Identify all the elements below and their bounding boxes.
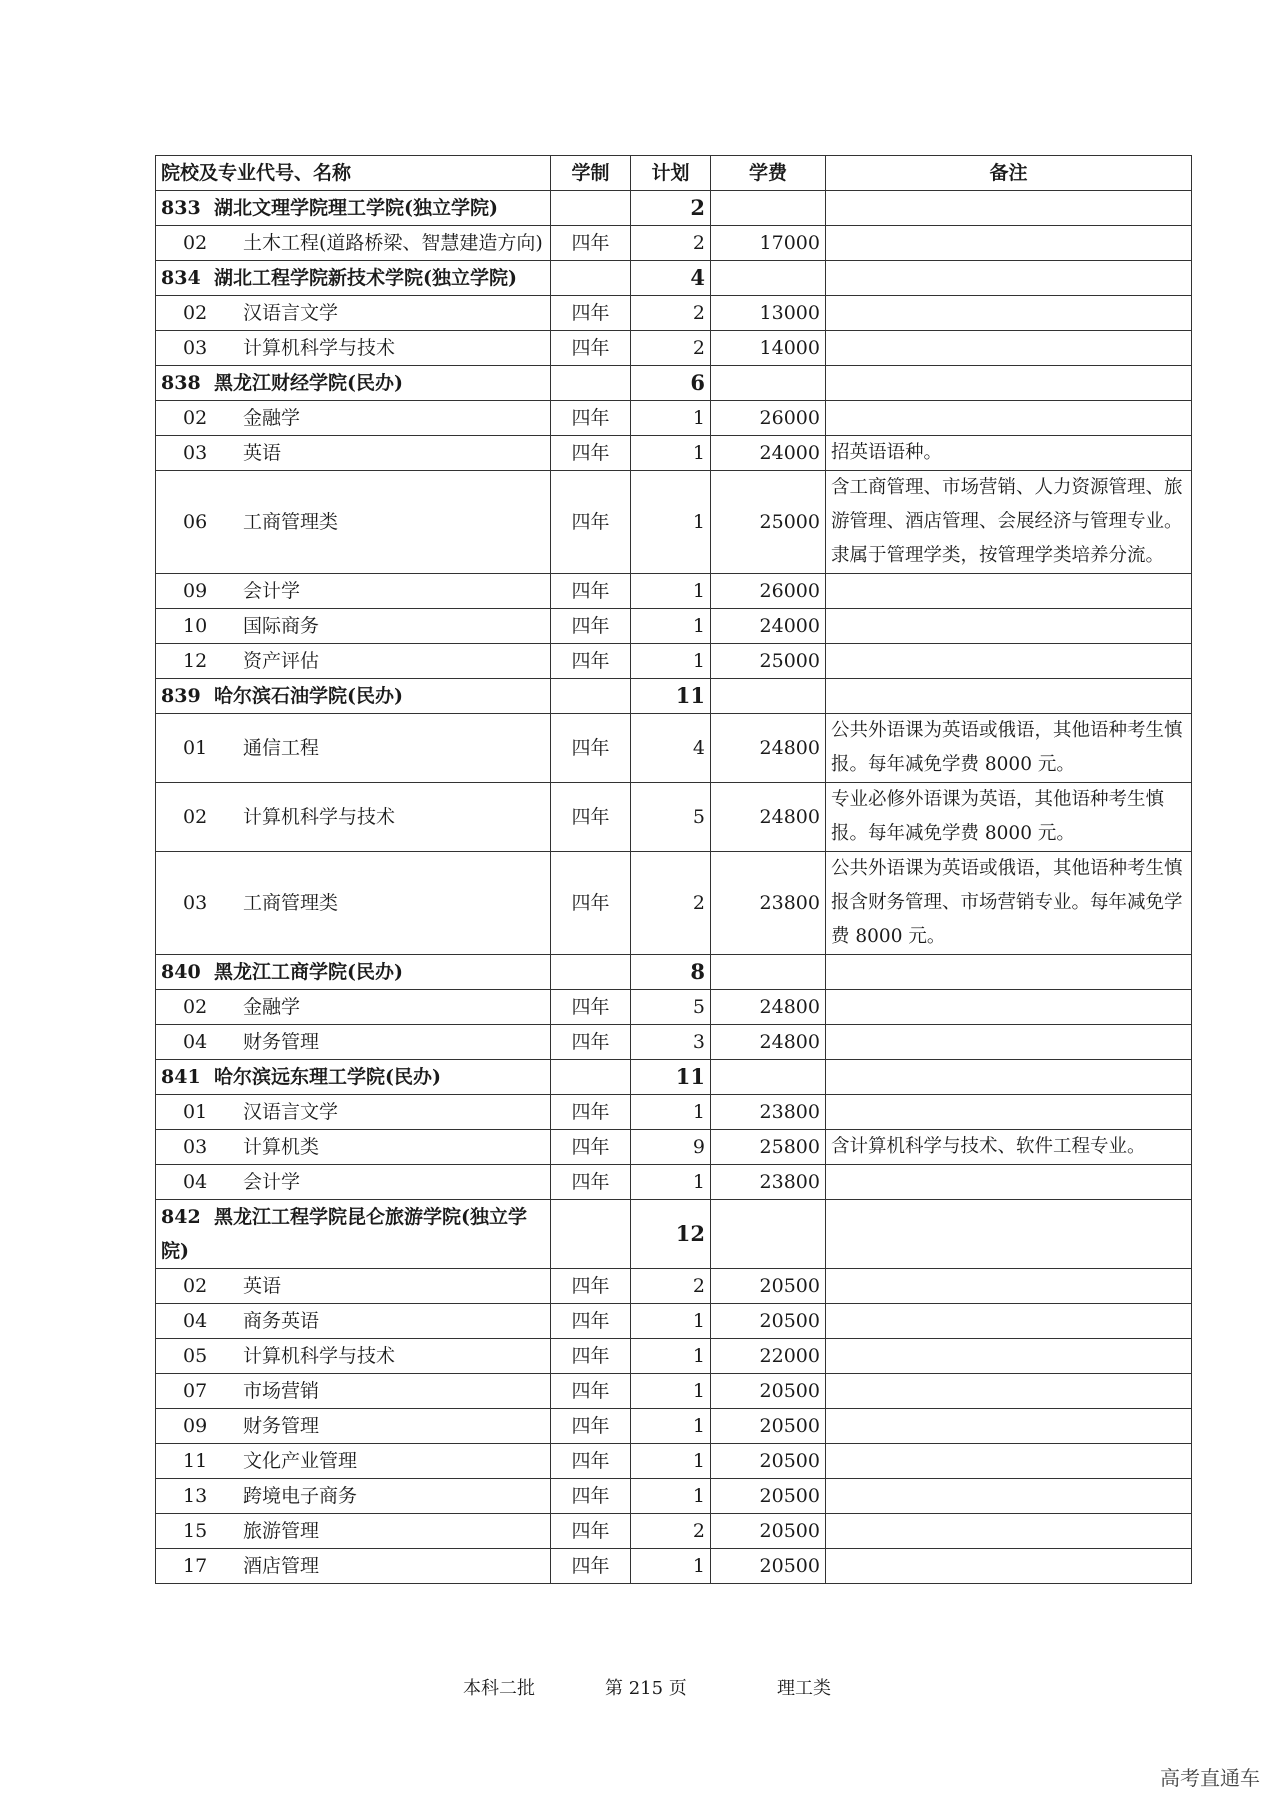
fee-cell: 13000 <box>711 296 826 331</box>
school-name: 湖北工程学院新技术学院(独立学院) <box>214 267 517 289</box>
fee-cell: 23800 <box>711 1095 826 1130</box>
major-name-cell <box>156 714 551 783</box>
major-name: 资产评估 <box>243 650 320 672</box>
major-name-cell <box>156 1444 551 1479</box>
note-cell <box>826 679 1192 714</box>
plan-cell: 1 <box>631 1339 711 1374</box>
years-cell: 四年 <box>551 714 631 783</box>
major-name-cell <box>156 471 551 574</box>
major-row <box>156 1409 1192 1444</box>
fee-cell: 24000 <box>711 609 826 644</box>
major-name-cell <box>156 852 551 955</box>
note-cell <box>826 1339 1192 1374</box>
years-cell: 四年 <box>551 471 631 574</box>
fee-cell: 24000 <box>711 436 826 471</box>
note-cell <box>826 331 1192 366</box>
plan-cell: 3 <box>631 1025 711 1060</box>
school-name: 黑龙江财经学院(民办) <box>214 372 403 394</box>
note-cell <box>826 990 1192 1025</box>
major-name-cell <box>156 1549 551 1584</box>
years-cell: 四年 <box>551 1514 631 1549</box>
fee-cell: 23800 <box>711 852 826 955</box>
footer-page-number: 第 215 页 <box>605 1678 687 1699</box>
major-code: 09 <box>183 1415 208 1437</box>
school-name: 黑龙江工商学院(民办) <box>214 961 403 983</box>
major-name-cell <box>156 331 551 366</box>
school-row <box>156 679 1192 714</box>
major-row <box>156 1444 1192 1479</box>
plan-cell: 2 <box>631 1514 711 1549</box>
major-code: 17 <box>183 1555 208 1577</box>
fee-cell: 24800 <box>711 990 826 1025</box>
years-cell: 四年 <box>551 644 631 679</box>
plan-cell: 2 <box>631 852 711 955</box>
major-name: 文化产业管理 <box>243 1450 358 1472</box>
major-row <box>156 714 1192 783</box>
note-cell <box>826 1374 1192 1409</box>
note-cell <box>826 261 1192 296</box>
major-name-cell <box>156 783 551 852</box>
note-cell <box>826 366 1192 401</box>
major-code: 09 <box>183 580 208 602</box>
major-code: 06 <box>183 511 208 533</box>
fee-cell: 25800 <box>711 1130 826 1165</box>
years-cell: 四年 <box>551 574 631 609</box>
major-name-cell <box>156 1130 551 1165</box>
years-cell: 四年 <box>551 1549 631 1584</box>
fee-cell: 24800 <box>711 714 826 783</box>
school-name-cell <box>156 1060 551 1095</box>
major-row <box>156 296 1192 331</box>
years-cell: 四年 <box>551 1409 631 1444</box>
major-code: 07 <box>183 1380 208 1402</box>
fee-cell <box>711 1200 826 1269</box>
note-cell: 专业必修外语课为英语，其他语种考生慎报。每年减免学费 8000 元。 <box>826 783 1192 852</box>
plan-cell: 5 <box>631 783 711 852</box>
years-cell <box>551 1060 631 1095</box>
major-name: 工商管理类 <box>243 511 339 533</box>
major-row <box>156 1514 1192 1549</box>
note-cell: 含计算机科学与技术、软件工程专业。 <box>826 1130 1192 1165</box>
fee-cell: 14000 <box>711 331 826 366</box>
school-code: 839 <box>161 685 201 707</box>
fee-cell: 17000 <box>711 226 826 261</box>
header-years: 学制 <box>551 156 631 191</box>
table-header-row <box>156 156 1192 191</box>
major-name-cell <box>156 1025 551 1060</box>
major-name: 酒店管理 <box>243 1555 320 1577</box>
major-name: 财务管理 <box>243 1031 320 1053</box>
fee-cell <box>711 955 826 990</box>
major-name: 会计学 <box>243 580 301 602</box>
major-row <box>156 471 1192 574</box>
plan-cell: 2 <box>631 191 711 226</box>
major-code: 03 <box>183 442 208 464</box>
major-name: 计算机科学与技术 <box>243 1345 396 1367</box>
years-cell <box>551 261 631 296</box>
major-code: 13 <box>183 1485 208 1507</box>
major-name-cell <box>156 990 551 1025</box>
note-cell <box>826 574 1192 609</box>
note-cell <box>826 226 1192 261</box>
major-code: 02 <box>183 996 208 1018</box>
major-row <box>156 1025 1192 1060</box>
school-name: 湖北文理学院理工学院(独立学院) <box>214 197 498 219</box>
major-row <box>156 1130 1192 1165</box>
major-row <box>156 1339 1192 1374</box>
major-name: 通信工程 <box>243 737 320 759</box>
note-cell: 含工商管理、市场营销、人力资源管理、旅游管理、酒店管理、会展经济与管理专业。隶属于管理学类，按管理学类培养分流。 <box>826 471 1192 574</box>
years-cell <box>551 679 631 714</box>
plan-cell: 1 <box>631 1409 711 1444</box>
school-row <box>156 1200 1192 1269</box>
fee-cell <box>711 261 826 296</box>
major-row <box>156 609 1192 644</box>
years-cell: 四年 <box>551 609 631 644</box>
fee-cell: 22000 <box>711 1339 826 1374</box>
major-code: 04 <box>183 1031 208 1053</box>
major-name: 商务英语 <box>243 1310 320 1332</box>
major-code: 10 <box>183 615 208 637</box>
note-cell <box>826 1269 1192 1304</box>
major-code: 02 <box>183 407 208 429</box>
plan-cell: 6 <box>631 366 711 401</box>
note-cell <box>826 609 1192 644</box>
years-cell: 四年 <box>551 990 631 1025</box>
fee-cell: 20500 <box>711 1374 826 1409</box>
fee-cell: 20500 <box>711 1479 826 1514</box>
school-code: 833 <box>161 197 201 219</box>
school-code: 840 <box>161 961 201 983</box>
plan-cell: 12 <box>631 1200 711 1269</box>
fee-cell: 20500 <box>711 1269 826 1304</box>
fee-cell <box>711 1060 826 1095</box>
school-name: 哈尔滨石油学院(民办) <box>214 685 403 707</box>
note-cell <box>826 955 1192 990</box>
major-row <box>156 331 1192 366</box>
note-cell: 公共外语课为英语或俄语，其他语种考生慎报。每年减免学费 8000 元。 <box>826 714 1192 783</box>
note-cell <box>826 644 1192 679</box>
years-cell: 四年 <box>551 436 631 471</box>
years-cell <box>551 955 631 990</box>
major-row <box>156 1549 1192 1584</box>
fee-cell: 26000 <box>711 401 826 436</box>
major-name: 土木工程(道路桥梁、智慧建造方向) <box>243 232 543 254</box>
major-code: 12 <box>183 650 208 672</box>
years-cell: 四年 <box>551 401 631 436</box>
note-cell <box>826 1304 1192 1339</box>
major-row <box>156 401 1192 436</box>
major-name: 英语 <box>243 1275 282 1297</box>
major-name: 汉语言文学 <box>243 302 339 324</box>
years-cell <box>551 366 631 401</box>
major-row <box>156 1269 1192 1304</box>
fee-cell: 20500 <box>711 1444 826 1479</box>
plan-cell: 4 <box>631 714 711 783</box>
note-cell <box>826 296 1192 331</box>
note-cell <box>826 1025 1192 1060</box>
major-name-cell <box>156 1269 551 1304</box>
major-name: 工商管理类 <box>243 892 339 914</box>
major-name-cell <box>156 1514 551 1549</box>
fee-cell: 20500 <box>711 1549 826 1584</box>
school-name-cell <box>156 955 551 990</box>
plan-cell: 1 <box>631 1374 711 1409</box>
major-name: 会计学 <box>243 1171 301 1193</box>
years-cell: 四年 <box>551 331 631 366</box>
school-row <box>156 1060 1192 1095</box>
plan-cell: 8 <box>631 955 711 990</box>
school-row <box>156 366 1192 401</box>
plan-cell: 1 <box>631 471 711 574</box>
plan-cell: 11 <box>631 679 711 714</box>
major-code: 03 <box>183 892 208 914</box>
major-row <box>156 574 1192 609</box>
plan-cell: 1 <box>631 1095 711 1130</box>
school-row <box>156 261 1192 296</box>
fee-cell: 20500 <box>711 1304 826 1339</box>
note-cell <box>826 191 1192 226</box>
fee-cell: 25000 <box>711 644 826 679</box>
plan-cell: 4 <box>631 261 711 296</box>
plan-cell: 1 <box>631 1165 711 1200</box>
major-row <box>156 1374 1192 1409</box>
fee-cell: 20500 <box>711 1409 826 1444</box>
major-row <box>156 852 1192 955</box>
major-name-cell <box>156 1339 551 1374</box>
school-row <box>156 955 1192 990</box>
plan-cell: 1 <box>631 436 711 471</box>
school-name-cell <box>156 261 551 296</box>
fee-cell: 26000 <box>711 574 826 609</box>
major-code: 11 <box>183 1450 208 1472</box>
note-cell <box>826 1549 1192 1584</box>
major-name-cell <box>156 296 551 331</box>
major-code: 03 <box>183 337 208 359</box>
note-cell <box>826 1444 1192 1479</box>
plan-cell: 1 <box>631 1444 711 1479</box>
fee-cell: 20500 <box>711 1514 826 1549</box>
years-cell: 四年 <box>551 852 631 955</box>
major-code: 02 <box>183 806 208 828</box>
major-row <box>156 783 1192 852</box>
major-name: 财务管理 <box>243 1415 320 1437</box>
major-name: 英语 <box>243 442 282 464</box>
school-code: 841 <box>161 1066 201 1088</box>
major-name: 国际商务 <box>243 615 320 637</box>
major-name-cell <box>156 1095 551 1130</box>
major-row <box>156 1479 1192 1514</box>
major-row <box>156 990 1192 1025</box>
major-name: 金融学 <box>243 407 301 429</box>
years-cell: 四年 <box>551 1269 631 1304</box>
school-code: 834 <box>161 267 201 289</box>
major-name: 跨境电子商务 <box>243 1485 358 1507</box>
header-fee: 学费 <box>711 156 826 191</box>
major-name-cell <box>156 574 551 609</box>
years-cell: 四年 <box>551 1130 631 1165</box>
major-code: 04 <box>183 1310 208 1332</box>
major-name: 计算机科学与技术 <box>243 337 396 359</box>
years-cell: 四年 <box>551 1304 631 1339</box>
fee-cell <box>711 366 826 401</box>
note-cell <box>826 1165 1192 1200</box>
major-code: 02 <box>183 302 208 324</box>
watermark-text: 高考直通车 <box>1160 1766 1260 1790</box>
plan-cell: 5 <box>631 990 711 1025</box>
major-name: 旅游管理 <box>243 1520 320 1542</box>
years-cell <box>551 1200 631 1269</box>
major-row <box>156 436 1192 471</box>
major-code: 02 <box>183 1275 208 1297</box>
major-name-cell <box>156 609 551 644</box>
major-name: 金融学 <box>243 996 301 1018</box>
page-footer <box>0 1674 1280 1704</box>
plan-cell: 2 <box>631 226 711 261</box>
note-cell <box>826 1514 1192 1549</box>
years-cell: 四年 <box>551 296 631 331</box>
major-name-cell <box>156 1165 551 1200</box>
fee-cell: 23800 <box>711 1165 826 1200</box>
major-name: 计算机类 <box>243 1136 320 1158</box>
major-row <box>156 226 1192 261</box>
plan-cell: 1 <box>631 1304 711 1339</box>
major-name-cell <box>156 1374 551 1409</box>
major-name-cell <box>156 1409 551 1444</box>
note-cell <box>826 1479 1192 1514</box>
school-name-cell <box>156 1200 551 1269</box>
plan-cell: 1 <box>631 609 711 644</box>
years-cell: 四年 <box>551 1095 631 1130</box>
major-code: 04 <box>183 1171 208 1193</box>
years-cell: 四年 <box>551 783 631 852</box>
years-cell: 四年 <box>551 226 631 261</box>
major-code: 15 <box>183 1520 208 1542</box>
plan-cell: 2 <box>631 296 711 331</box>
years-cell: 四年 <box>551 1025 631 1060</box>
years-cell: 四年 <box>551 1339 631 1374</box>
major-name-cell <box>156 1479 551 1514</box>
major-row <box>156 1304 1192 1339</box>
plan-cell: 2 <box>631 1269 711 1304</box>
major-row <box>156 1095 1192 1130</box>
school-row <box>156 191 1192 226</box>
major-name: 计算机科学与技术 <box>243 806 396 828</box>
note-cell <box>826 1200 1192 1269</box>
note-cell: 招英语语种。 <box>826 436 1192 471</box>
school-name: 哈尔滨远东理工学院(民办) <box>214 1066 441 1088</box>
plan-cell: 9 <box>631 1130 711 1165</box>
years-cell: 四年 <box>551 1374 631 1409</box>
plan-cell: 1 <box>631 1479 711 1514</box>
major-name-cell <box>156 226 551 261</box>
header-plan: 计划 <box>631 156 711 191</box>
school-code: 842 <box>161 1206 201 1228</box>
header-note: 备注 <box>826 156 1192 191</box>
note-cell <box>826 1095 1192 1130</box>
major-name-cell <box>156 436 551 471</box>
note-cell: 公共外语课为英语或俄语，其他语种考生慎报含财务管理、市场营销专业。每年减免学费 8000 元。 <box>826 852 1192 955</box>
major-row <box>156 644 1192 679</box>
footer-batch: 本科二批 <box>463 1678 535 1699</box>
school-name: 黑龙江工程学院昆仑旅游学院(独立学院) <box>161 1206 527 1262</box>
header-name: 院校及专业代号、名称 <box>156 156 551 191</box>
fee-cell: 25000 <box>711 471 826 574</box>
school-name-cell <box>156 191 551 226</box>
major-code: 05 <box>183 1345 208 1367</box>
major-name: 汉语言文学 <box>243 1101 339 1123</box>
footer-category: 理工类 <box>777 1678 831 1699</box>
note-cell <box>826 1060 1192 1095</box>
fee-cell <box>711 191 826 226</box>
major-row <box>156 1165 1192 1200</box>
school-name-cell <box>156 679 551 714</box>
years-cell: 四年 <box>551 1444 631 1479</box>
plan-cell: 1 <box>631 644 711 679</box>
fee-cell: 24800 <box>711 1025 826 1060</box>
plan-cell: 11 <box>631 1060 711 1095</box>
major-code: 01 <box>183 1101 208 1123</box>
major-code: 01 <box>183 737 208 759</box>
plan-cell: 1 <box>631 1549 711 1584</box>
major-name: 市场营销 <box>243 1380 320 1402</box>
years-cell <box>551 191 631 226</box>
plan-cell: 1 <box>631 401 711 436</box>
school-name-cell <box>156 366 551 401</box>
major-name-cell <box>156 644 551 679</box>
major-name-cell <box>156 401 551 436</box>
plan-cell: 1 <box>631 574 711 609</box>
major-code: 02 <box>183 232 208 254</box>
school-code: 838 <box>161 372 201 394</box>
admission-plan-table <box>155 155 1192 1584</box>
major-code: 03 <box>183 1136 208 1158</box>
years-cell: 四年 <box>551 1165 631 1200</box>
note-cell <box>826 401 1192 436</box>
major-name-cell <box>156 1304 551 1339</box>
fee-cell: 24800 <box>711 783 826 852</box>
note-cell <box>826 1409 1192 1444</box>
fee-cell <box>711 679 826 714</box>
plan-cell: 2 <box>631 331 711 366</box>
years-cell: 四年 <box>551 1479 631 1514</box>
